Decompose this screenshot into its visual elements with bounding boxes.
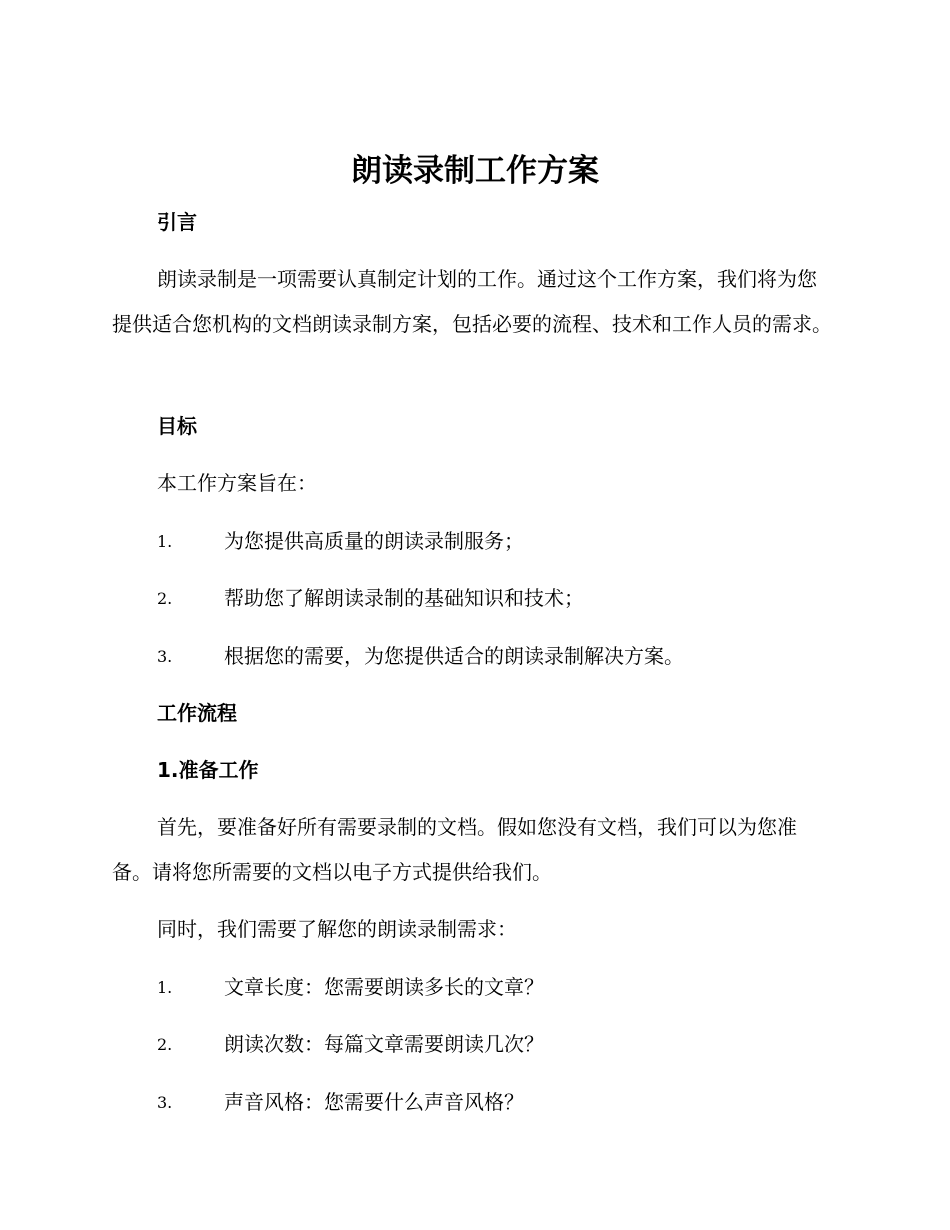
section-heading-goals: 目标 xyxy=(157,414,197,438)
requirements-lead-text: 同时，我们需要了解您的朗读录制需求： xyxy=(157,917,517,941)
document-title: 朗读录制工作方案 xyxy=(351,153,599,189)
list-item-text: 文章长度：您需要朗读多长的文章？ xyxy=(224,975,544,999)
list-number: 2. xyxy=(157,589,173,608)
requirements-list-item xyxy=(157,1030,837,1058)
list-number: 3. xyxy=(157,647,173,666)
goals-list-item xyxy=(157,642,837,670)
section-heading-workflow: 工作流程 xyxy=(157,701,237,725)
list-item-text: 声音风格：您需要什么声音风格？ xyxy=(224,1090,524,1114)
section-heading-intro: 引言 xyxy=(157,210,197,234)
list-item-text: 为您提供高质量的朗读录制服务； xyxy=(224,529,524,553)
subsection-heading-preparation: 1.准备工作 xyxy=(157,758,259,782)
list-number: 2. xyxy=(157,1035,173,1054)
list-item-text: 根据您的需要，为您提供适合的朗读录制解决方案。 xyxy=(224,644,684,668)
goals-list-item xyxy=(157,584,837,612)
list-number: 1. xyxy=(157,978,173,997)
preparation-paragraph: 首先，要准备好所有需要录制的文档。假如您没有文档，我们可以为您准备。请将您所需要的文档以电子方式提供给我们。 xyxy=(112,815,797,884)
list-number: 3. xyxy=(157,1093,173,1112)
list-item-text: 帮助您了解朗读录制的基础知识和技术； xyxy=(224,586,584,610)
requirements-list-item xyxy=(157,973,837,1001)
intro-paragraph: 朗读录制是一项需要认真制定计划的工作。通过这个工作方案，我们将为您提供适合您机构的文档朗读录制方案，包括必要的流程、技术和工作人员的需求。 xyxy=(112,267,832,336)
requirements-list-item xyxy=(157,1088,837,1116)
goals-list-item xyxy=(157,527,837,555)
goals-lead-text: 本工作方案旨在： xyxy=(157,471,317,495)
list-item-text: 朗读次数：每篇文章需要朗读几次？ xyxy=(224,1032,544,1056)
list-number: 1. xyxy=(157,532,173,551)
